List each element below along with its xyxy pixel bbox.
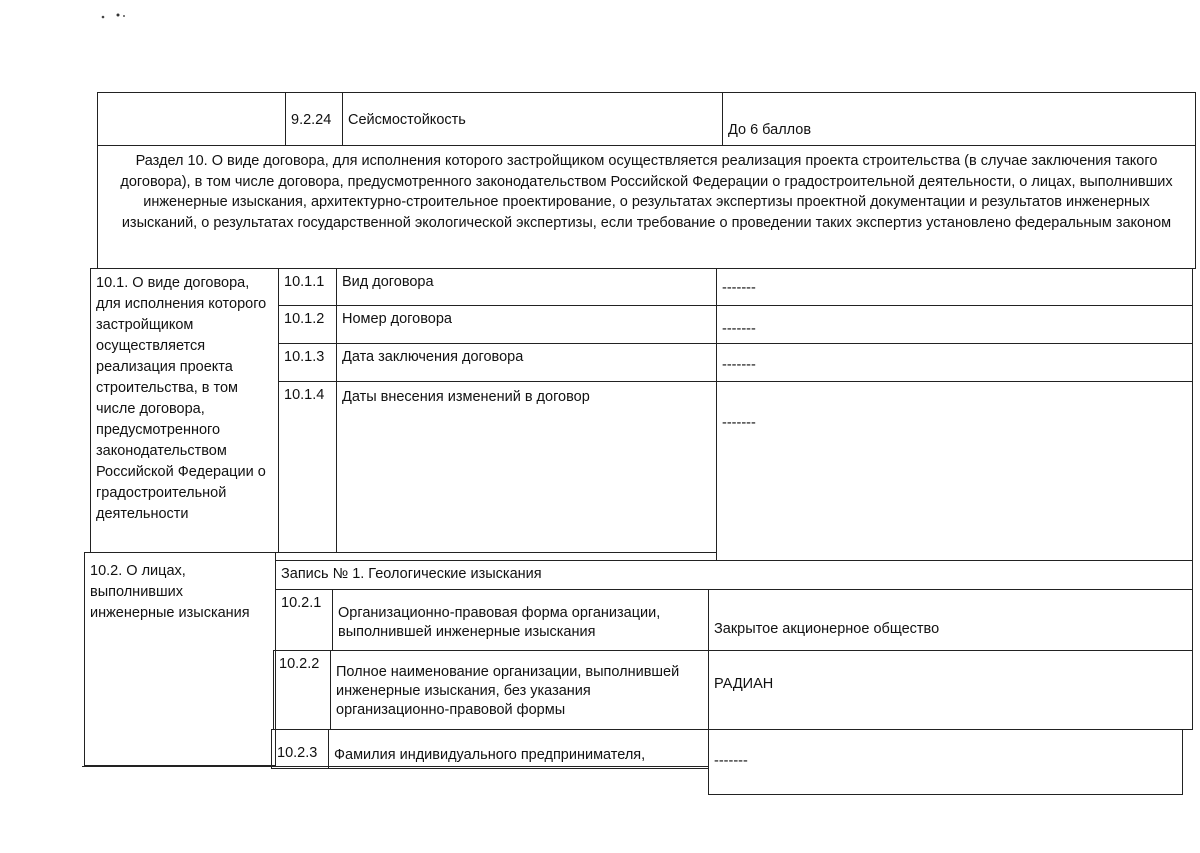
row-label: Дата заключения договора	[336, 343, 717, 382]
row-value: Закрытое акционерное общество	[708, 589, 1193, 651]
row-num: 10.2.2	[273, 650, 331, 730]
row-value: -------	[716, 268, 1193, 306]
row-label: Сейсмостойкость	[342, 92, 723, 146]
row-num: 10.2.1	[275, 589, 333, 651]
row-num: 10.1.3	[278, 343, 337, 382]
row-value: До 6 баллов	[722, 92, 1196, 146]
row-num: 9.2.24	[285, 92, 343, 146]
row-label: Фамилия индивидуального предпринимателя,	[328, 729, 709, 769]
row-value: -------	[716, 343, 1193, 382]
row-value: -------	[716, 381, 1193, 561]
scan-speck	[100, 12, 130, 20]
record-title: Запись № 1. Геологические изыскания	[275, 560, 1193, 590]
row-value: -------	[716, 305, 1193, 344]
row-value: РАДИАН	[708, 650, 1193, 730]
block-10-1-heading: 10.1. О виде договора, для исполнения которого застройщиком осуществляется реализация проекта строительства, в том числе договора, предусмотренного законодательством Российской Федерации о градостроительной деятельности	[90, 268, 279, 553]
row-label: Организационно-правовая форма организации, выполнившей инженерные изыскания	[332, 589, 709, 651]
row-num: 10.2.3	[271, 729, 329, 769]
row-num: 10.1.2	[278, 305, 337, 344]
row-label: Даты внесения изменений в договор	[336, 381, 717, 553]
row-label: Номер договора	[336, 305, 717, 344]
row-label: Вид договора	[336, 268, 717, 306]
cell-empty	[97, 92, 286, 146]
row-value: -------	[708, 729, 1183, 795]
table-bottom-border	[82, 766, 709, 767]
section-10-title: Раздел 10. О виде договора, для исполнения которого застройщиком осуществляется реализация проекта строительства (в случае заключения такого договора), в том числе договора, предусмотренного законодательством Российской Федерации о градостроительной деятельности, о лицах, выполнивших инженерные изыскания, архитектурно-строительное проектирование, о результатах экспертизы проектной документации и результатов инженерных изысканий, о результатах государственной экологической экспертизы, если требование о проведении таких экспертиз установлено федеральным законом	[97, 145, 1196, 269]
block-10-2-heading: 10.2. О лицах, выполнивших инженерные изыскания	[84, 552, 276, 766]
row-label: Полное наименование организации, выполнившей инженерные изыскания, без указания организационно-правовой формы	[330, 650, 709, 730]
row-num: 10.1.1	[278, 268, 337, 306]
row-num: 10.1.4	[278, 381, 337, 553]
